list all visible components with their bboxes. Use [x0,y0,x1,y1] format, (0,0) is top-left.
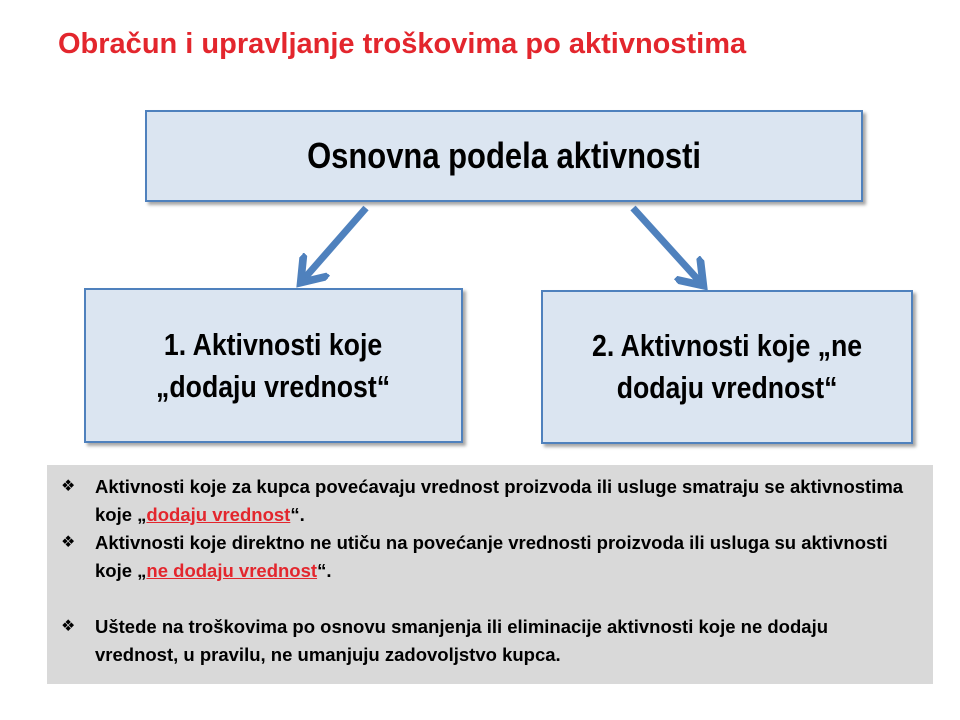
diamond-bullet-icon: ❖ [61,478,76,495]
note-text-part: Aktivnosti koje za kupca povećavaju vrednost proizvoda ili usluge smatraju se aktivnostima koje „ [95,476,904,525]
notes-panel [47,465,933,684]
note-text [95,529,915,585]
note-item [61,613,915,669]
root-activity-box [145,110,863,202]
note-text-part: “. [290,504,305,525]
value-adding-line1: 1. Aktivnosti koje [164,326,383,362]
non-value-adding-line1: 2. Aktivnosti koje „ne [591,328,863,364]
value-adding-box [84,288,463,443]
note-highlight: ne dodaju vrednost [146,560,318,581]
diamond-bullet-icon: ❖ [61,618,76,635]
value-adding-line2: „dodaju vrednost“ [156,368,391,404]
non-value-adding-line2: dodaju vrednost“ [616,370,838,405]
note-text [95,473,915,529]
root-activity-label: Osnovna podela aktivnosti [307,135,701,176]
note-item [61,473,915,529]
arrow-to-right-box [633,208,701,283]
note-highlight: dodaju vrednost [146,504,291,525]
arrow-to-left-box [303,208,366,280]
note-text-part: Aktivnosti koje direktno ne utiču na povećanje vrednosti proizvoda ili usluga su aktivnosti koje „ [95,532,888,581]
slide-title: Obračun i upravljanje troškovima po aktivnostima [58,28,747,60]
diamond-bullet-icon: ❖ [61,534,76,551]
note-item [61,529,915,585]
note-text-part: “. [317,560,332,581]
note-text: Uštede na troškovima po osnovu smanjenja ili eliminacije aktivnosti koje ne dodaju vrednost, u pravilu, ne umanjuju zadovoljstvo kupca. [95,616,829,665]
non-value-adding-box [541,290,913,444]
